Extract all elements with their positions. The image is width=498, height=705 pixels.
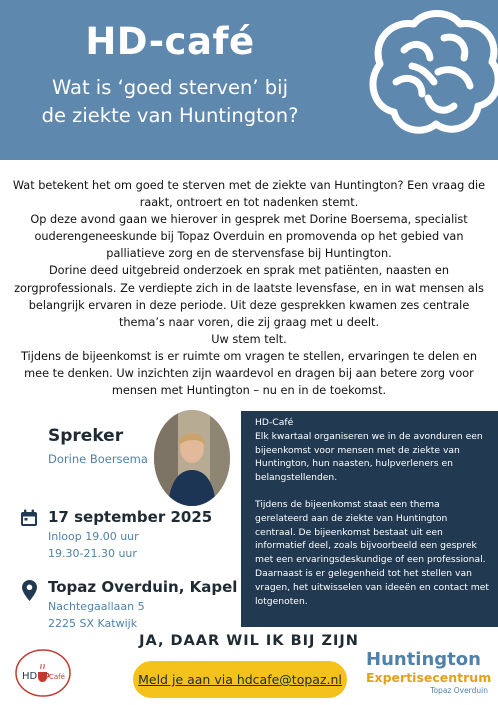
venue-postal-city: 2225 SX Katwijk [48, 617, 138, 630]
intro-paragraph: Tijdens de bijeenkomst is er ruimte om vragen te stellen, ervaringen te delen en mee te denken. Uw inzichten zijn waardevol en dragen bij aan betere zorg voor mensen met Huntington – nu en in de toekomst. [21, 349, 477, 398]
page-subtitle [20, 74, 320, 130]
hd-cafe-logo-cafe: Café [49, 673, 65, 681]
venue-street: Nachtegaallaan 5 [48, 600, 145, 613]
event-walkin-time: Inloop 19.00 uur [48, 530, 139, 543]
info-box-paragraph: Tijdens de bijeenkomst staat een thema gerelateerd aan de ziekte van Huntington centraal. De bijeenkomst bestaat uit een informatief deel, zoals bijvoorbeeld een gesprek met een ervaringsdeskundige of een professional. Daarnaast is er gelegenheid tot het stellen van vragen, het uitwisselen van ideeën en contact met lotgenoten. [255, 498, 490, 607]
event-date: 17 september 2025 [48, 508, 213, 526]
intro-paragraph: Op deze avond gaan we hierover in gesprek met Dorine Boersema, specialist ouderengeneeskunde bij Topaz Overduin en promovenda op het gebied van palliatieve zorg en de stervensfase bij Huntington. [30, 213, 468, 261]
huntington-logo-org: Topaz Overduin [430, 686, 488, 695]
hd-cafe-logo [14, 648, 72, 698]
subtitle-line: de ziekte van Huntington? [41, 104, 299, 127]
subtitle-line: Wat is ‘goed sterven’ bij [51, 76, 288, 99]
intro-paragraph: Dorine deed uitgebreid onderzoek en sprak met patiënten, naasten en zorgprofessionals. Ze verdiepte zich in de laatste levensfase, en in wat mensen als belangrijk ervaren in deze periode. Uit deze gesprekken kwamen zes centrale thema’s naar voren, die zij graag met u deelt. [14, 264, 484, 329]
spacer [255, 485, 490, 498]
intro-text [8, 177, 490, 399]
speaker-photo [154, 410, 230, 506]
event-time-range: 19.30-21.30 uur [48, 547, 137, 560]
intro-paragraph: Uw stem telt. [211, 332, 287, 346]
cta-heading: JA, DAAR WIL IK BIJ ZIJN [139, 633, 359, 649]
brain-icon [352, 2, 498, 152]
page-title: HD-café [85, 20, 255, 63]
venue-name: Topaz Overduin, Kapel [48, 578, 238, 596]
calendar-icon [20, 509, 38, 527]
intro-paragraph: Wat betekent het om goed te sterven met de ziekte van Huntington? Een vraag die raakt, ontroert en tot nadenken stemt. [12, 179, 486, 210]
huntington-logo-subtitle: Expertisecentrum [366, 670, 492, 685]
huntington-logo-name: Huntington [366, 649, 481, 670]
speaker-name: Dorine Boersema [48, 452, 148, 466]
info-box [241, 411, 498, 627]
signup-button[interactable]: Meld je aan via hdcafe@topaz.nl [133, 661, 347, 698]
speaker-heading: Spreker [48, 426, 124, 446]
info-box-title: HD-Café [255, 417, 294, 428]
info-box-paragraph: Elk kwartaal organiseren we in de avonduren een bijeenkomst voor mensen met de ziekte van Huntington, hun naasten, hulpverleners en belangstellenden. [255, 430, 483, 484]
location-pin-icon [22, 580, 37, 601]
hd-cafe-logo-hd: HD [22, 671, 38, 682]
header-banner [0, 0, 498, 160]
huntington-expertisecentrum-logo [366, 649, 492, 696]
